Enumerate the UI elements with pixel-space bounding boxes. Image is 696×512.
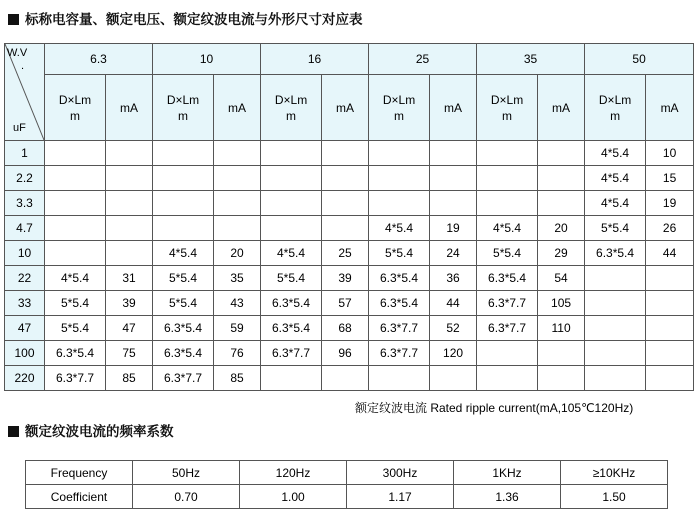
dimension-cell xyxy=(585,366,646,391)
ripple-current-cell: 110 xyxy=(538,316,585,341)
dimension-cell: 6.3*5.4 xyxy=(261,316,322,341)
wv-dot: . xyxy=(21,60,25,72)
dimension-cell: 4*5.4 xyxy=(585,166,646,191)
dimension-cell xyxy=(153,191,214,216)
ripple-current-cell: 96 xyxy=(322,341,369,366)
dimension-cell: 5*5.4 xyxy=(45,316,106,341)
dimension-cell xyxy=(261,166,322,191)
freq-cell: Frequency xyxy=(26,461,133,485)
ripple-current-cell xyxy=(214,141,261,166)
coeff-cell: 1.17 xyxy=(347,485,454,509)
ripple-current-cell: 20 xyxy=(538,216,585,241)
ripple-current-cell xyxy=(214,191,261,216)
dimension-cell: 5*5.4 xyxy=(45,291,106,316)
ripple-current-cell: 47 xyxy=(106,316,153,341)
dimension-cell xyxy=(369,141,430,166)
frequency-coefficient-table xyxy=(25,460,668,509)
voltage-header: 25 xyxy=(369,44,477,75)
voltage-header: 6.3 xyxy=(45,44,153,75)
ma-header: mA xyxy=(646,75,694,141)
ripple-current-cell xyxy=(538,191,585,216)
ripple-current-cell xyxy=(106,166,153,191)
dimension-cell xyxy=(369,366,430,391)
dimension-header-text: D×Lmm xyxy=(490,92,524,123)
dimension-header-text: D×Lmm xyxy=(58,92,92,123)
dimension-cell: 5*5.4 xyxy=(153,266,214,291)
square-bullet-icon xyxy=(8,426,19,437)
ma-header: mA xyxy=(106,75,153,141)
dimension-cell xyxy=(45,141,106,166)
ripple-current-cell: 35 xyxy=(214,266,261,291)
ripple-current-cell xyxy=(322,141,369,166)
wv-label xyxy=(7,47,27,73)
dimension-header xyxy=(369,75,430,141)
ripple-current-cell: 43 xyxy=(214,291,261,316)
dimension-cell: 5*5.4 xyxy=(153,291,214,316)
ripple-current-cell xyxy=(646,341,694,366)
freq-cell: 1KHz xyxy=(454,461,561,485)
dimension-cell xyxy=(477,166,538,191)
ripple-current-cell: 57 xyxy=(322,291,369,316)
ripple-current-cell xyxy=(322,216,369,241)
dimension-cell: 6.3*7.7 xyxy=(477,291,538,316)
capacitance-cell: 47 xyxy=(5,316,45,341)
dimension-cell xyxy=(477,341,538,366)
capacitance-cell: 10 xyxy=(5,241,45,266)
voltage-header: 10 xyxy=(153,44,261,75)
coeff-cell: Coefficient xyxy=(26,485,133,509)
ripple-current-cell: 85 xyxy=(214,366,261,391)
ripple-current-cell: 54 xyxy=(538,266,585,291)
capacitance-cell: 2.2 xyxy=(5,166,45,191)
ma-header: mA xyxy=(538,75,585,141)
dimension-header xyxy=(45,75,106,141)
coefficient-row xyxy=(26,485,668,509)
ripple-current-cell: 20 xyxy=(214,241,261,266)
ripple-current-cell xyxy=(538,366,585,391)
frequency-title-text: 额定纹波电流的频率系数 xyxy=(25,424,174,440)
voltage-header: 35 xyxy=(477,44,585,75)
ripple-current-cell xyxy=(646,366,694,391)
table-title xyxy=(8,8,363,28)
table-row xyxy=(5,291,694,316)
coeff-cell: 1.50 xyxy=(561,485,668,509)
dimension-header-text: D×Lmm xyxy=(598,92,632,123)
table-body xyxy=(5,44,694,391)
dimension-cell: 6.3*5.4 xyxy=(369,266,430,291)
capacitance-voltage-table xyxy=(4,43,694,391)
ripple-current-cell: 10 xyxy=(646,141,694,166)
coeff-cell: 0.70 xyxy=(133,485,240,509)
ripple-current-cell: 29 xyxy=(538,241,585,266)
ripple-current-cell xyxy=(322,166,369,191)
voltage-header: 50 xyxy=(585,44,694,75)
dimension-cell: 5*5.4 xyxy=(369,241,430,266)
dimension-cell xyxy=(261,191,322,216)
coeff-cell: 1.36 xyxy=(454,485,561,509)
ripple-current-cell xyxy=(430,366,477,391)
ripple-current-cell: 105 xyxy=(538,291,585,316)
table-row xyxy=(5,366,694,391)
ripple-current-cell xyxy=(538,341,585,366)
ripple-current-cell: 76 xyxy=(214,341,261,366)
voltage-header-row xyxy=(5,44,694,75)
ripple-current-cell xyxy=(538,166,585,191)
dimension-cell: 6.3*7.7 xyxy=(369,316,430,341)
dimension-cell xyxy=(45,216,106,241)
dimension-cell: 6.3*5.4 xyxy=(585,241,646,266)
voltage-header: 16 xyxy=(261,44,369,75)
ripple-current-cell xyxy=(538,141,585,166)
uf-label: uF xyxy=(13,122,26,134)
table-row xyxy=(5,241,694,266)
dimension-cell: 6.3*5.4 xyxy=(153,316,214,341)
dimension-cell: 6.3*5.4 xyxy=(369,291,430,316)
ripple-current-cell: 59 xyxy=(214,316,261,341)
ripple-current-cell: 15 xyxy=(646,166,694,191)
table-row xyxy=(5,266,694,291)
table-row xyxy=(5,316,694,341)
table-row xyxy=(5,166,694,191)
table-row xyxy=(5,216,694,241)
dimension-cell xyxy=(369,191,430,216)
table-row xyxy=(5,191,694,216)
dimension-cell xyxy=(261,216,322,241)
ripple-current-cell xyxy=(646,266,694,291)
ripple-current-cell xyxy=(214,216,261,241)
dimension-header xyxy=(153,75,214,141)
ripple-current-cell: 44 xyxy=(430,291,477,316)
ma-header: mA xyxy=(430,75,477,141)
ripple-current-cell: 68 xyxy=(322,316,369,341)
freq-cell: 50Hz xyxy=(133,461,240,485)
dimension-cell: 6.3*7.7 xyxy=(369,341,430,366)
dimension-cell xyxy=(45,241,106,266)
ripple-current-cell: 52 xyxy=(430,316,477,341)
dimension-cell: 6.3*7.7 xyxy=(261,341,322,366)
freq-cell: 120Hz xyxy=(240,461,347,485)
ripple-current-cell: 26 xyxy=(646,216,694,241)
coeff-cell: 1.00 xyxy=(240,485,347,509)
ripple-current-cell: 39 xyxy=(322,266,369,291)
dimension-cell xyxy=(261,366,322,391)
dimension-cell: 5*5.4 xyxy=(261,266,322,291)
ripple-current-cell xyxy=(322,366,369,391)
dimension-cell: 6.3*7.7 xyxy=(153,366,214,391)
ripple-current-cell xyxy=(430,141,477,166)
dimension-header-text: D×Lmm xyxy=(166,92,200,123)
dimension-cell: 4*5.4 xyxy=(585,141,646,166)
dimension-cell xyxy=(477,191,538,216)
ripple-current-cell xyxy=(106,241,153,266)
dimension-cell xyxy=(45,166,106,191)
dimension-cell: 4*5.4 xyxy=(585,191,646,216)
ripple-current-cell: 19 xyxy=(430,216,477,241)
dimension-cell: 5*5.4 xyxy=(477,241,538,266)
dimension-cell: 4*5.4 xyxy=(45,266,106,291)
ripple-current-cell xyxy=(322,191,369,216)
table-title-text: 标称电容量、额定电压、额定纹波电流与外形尺寸对应表 xyxy=(25,12,363,28)
dimension-header-text: D×Lmm xyxy=(274,92,308,123)
capacitance-cell: 1 xyxy=(5,141,45,166)
dimension-cell xyxy=(261,141,322,166)
wv-text: W.V xyxy=(7,47,28,59)
dimension-header xyxy=(477,75,538,141)
capacitance-cell: 3.3 xyxy=(5,191,45,216)
ripple-current-cell xyxy=(430,191,477,216)
dimension-cell xyxy=(45,191,106,216)
ripple-current-cell: 25 xyxy=(322,241,369,266)
dimension-cell xyxy=(585,341,646,366)
ripple-current-cell xyxy=(106,216,153,241)
freq-cell: ≥10KHz xyxy=(561,461,668,485)
dimension-cell: 4*5.4 xyxy=(369,216,430,241)
ripple-current-cell xyxy=(106,191,153,216)
freq-cell: 300Hz xyxy=(347,461,454,485)
dimension-cell xyxy=(477,366,538,391)
ma-header: mA xyxy=(322,75,369,141)
dimension-cell: 6.3*5.4 xyxy=(153,341,214,366)
capacitance-cell: 4.7 xyxy=(5,216,45,241)
ripple-current-cell xyxy=(646,291,694,316)
dimension-cell: 4*5.4 xyxy=(153,241,214,266)
dimension-cell: 6.3*5.4 xyxy=(477,266,538,291)
dimension-cell: 6.3*7.7 xyxy=(477,316,538,341)
square-bullet-icon xyxy=(8,14,19,25)
capacitance-cell: 22 xyxy=(5,266,45,291)
dimension-cell xyxy=(153,216,214,241)
frequency-title xyxy=(8,420,174,440)
ma-header: mA xyxy=(214,75,261,141)
ripple-current-cell: 19 xyxy=(646,191,694,216)
ripple-current-cell: 75 xyxy=(106,341,153,366)
dimension-cell: 6.3*5.4 xyxy=(45,341,106,366)
table-row xyxy=(5,341,694,366)
capacitance-cell: 100 xyxy=(5,341,45,366)
frequency-row xyxy=(26,461,668,485)
dimension-cell xyxy=(153,166,214,191)
capacitance-cell: 220 xyxy=(5,366,45,391)
dimension-cell xyxy=(585,291,646,316)
dimension-header xyxy=(261,75,322,141)
ripple-current-cell xyxy=(646,316,694,341)
ripple-current-cell: 36 xyxy=(430,266,477,291)
ripple-current-caption: 额定纹波电流 Rated ripple current(mA,105℃120Hz) xyxy=(355,401,634,415)
dimension-header xyxy=(585,75,646,141)
dimension-cell xyxy=(585,316,646,341)
dimension-cell: 4*5.4 xyxy=(261,241,322,266)
ripple-current-cell xyxy=(214,166,261,191)
ripple-current-cell: 31 xyxy=(106,266,153,291)
dimension-cell xyxy=(585,266,646,291)
corner-cell xyxy=(5,44,45,141)
dimension-cell xyxy=(153,141,214,166)
dimension-cell: 4*5.4 xyxy=(477,216,538,241)
dimension-cell: 5*5.4 xyxy=(585,216,646,241)
ripple-current-cell: 39 xyxy=(106,291,153,316)
dimension-header-text: D×Lmm xyxy=(382,92,416,123)
ripple-current-cell: 120 xyxy=(430,341,477,366)
dimension-cell: 6.3*7.7 xyxy=(45,366,106,391)
ripple-current-cell xyxy=(106,141,153,166)
subheader-row xyxy=(5,75,694,141)
ripple-current-cell: 24 xyxy=(430,241,477,266)
capacitance-cell: 33 xyxy=(5,291,45,316)
ripple-current-cell: 44 xyxy=(646,241,694,266)
ripple-current-cell xyxy=(430,166,477,191)
table-row xyxy=(5,141,694,166)
dimension-cell xyxy=(477,141,538,166)
ripple-current-cell: 85 xyxy=(106,366,153,391)
dimension-cell: 6.3*5.4 xyxy=(261,291,322,316)
dimension-cell xyxy=(369,166,430,191)
